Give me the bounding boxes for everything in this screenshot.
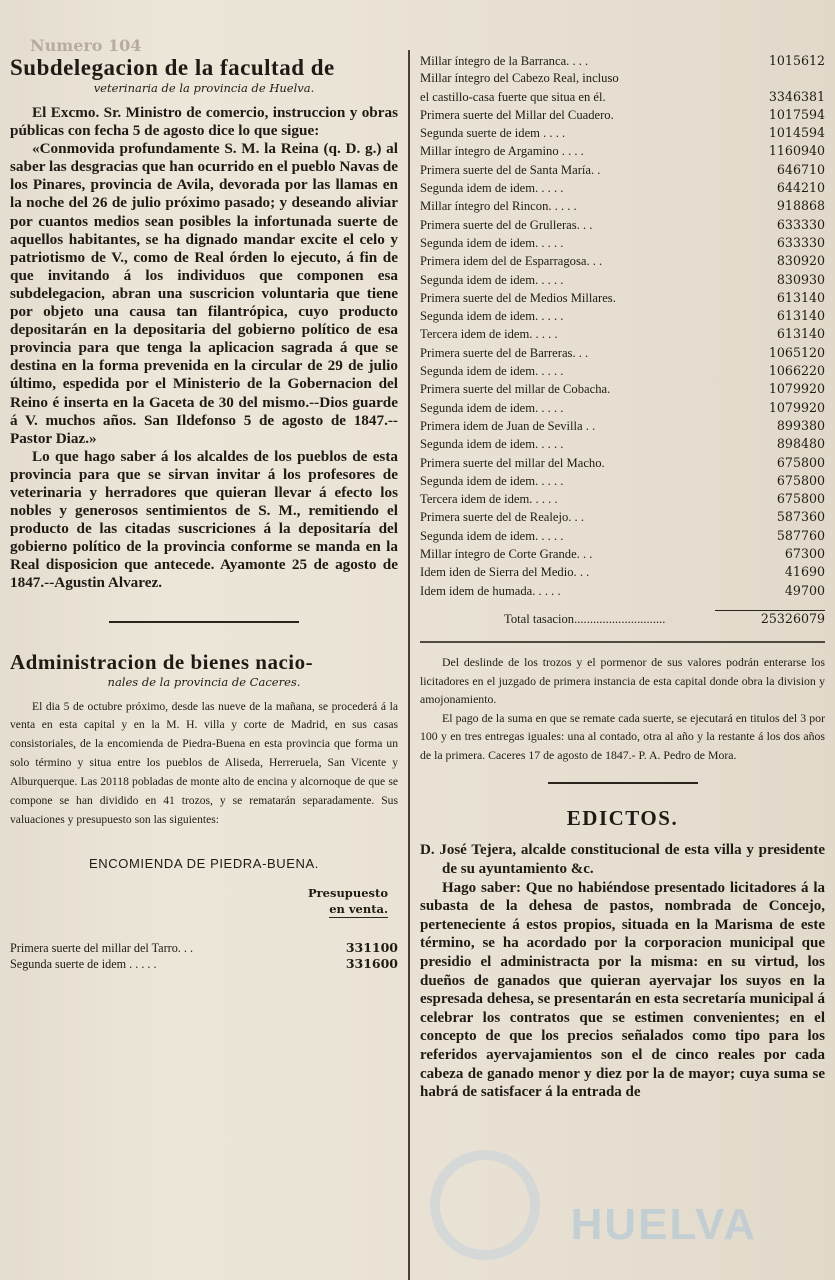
list-item (420, 490, 825, 508)
list-item (420, 52, 825, 70)
list-item (420, 161, 825, 179)
item-label: Millar íntegro del Rincon. . . . . (420, 199, 577, 214)
item-value: 331100 (345, 939, 398, 955)
list-item (10, 940, 398, 957)
edictos-title: EDICTOS. (566, 806, 679, 831)
list-item (420, 344, 825, 362)
section-title-administracion: Administracion de bienes nacio- (10, 649, 314, 674)
list-item (10, 956, 398, 973)
item-value: 49700 (784, 582, 825, 598)
total-value: 25326079 (715, 610, 825, 626)
presupuesto-line1: Presupuesto (307, 885, 388, 900)
list-item (420, 582, 825, 600)
list-item (420, 179, 825, 197)
item-label: Primera suerte del de Grulleras. . . (420, 217, 593, 232)
divider-line (420, 641, 825, 643)
item-value: 1160940 (768, 143, 825, 159)
item-value: 41690 (784, 564, 825, 580)
item-label: Tercera idem de idem. . . . . (420, 492, 558, 507)
item-label: Segunda suerte de idem . . . . (420, 126, 566, 141)
item-label: Segunda idem de idem. . . . . (420, 309, 564, 324)
faint-header: Numero 104 (30, 36, 142, 55)
list-item (420, 289, 825, 307)
item-label: Primera suerte del de Santa María. . (420, 162, 601, 177)
item-label: Segunda idem de idem. . . . . (420, 181, 564, 196)
valuation-list (420, 52, 825, 600)
list-item (420, 70, 825, 87)
edicto-header: D. José Tejera, alcalde constitucional de esta villa y presidente de su ayuntamiento &c. (420, 842, 825, 878)
column-rule (408, 50, 410, 1280)
list-item (420, 142, 825, 160)
list-item (420, 508, 825, 526)
item-label: el castillo-casa fuerte que situa en él. (420, 89, 606, 104)
presupuesto-line2: en venta. (329, 901, 388, 916)
item-label: Primera idem del de Esparragosa. . . (420, 254, 603, 269)
list-item (420, 252, 825, 270)
section-divider (548, 782, 698, 784)
watermark-text: HUELVA (570, 1200, 757, 1249)
item-value: 675800 (776, 472, 825, 488)
item-value: 1066220 (768, 363, 825, 379)
list-item (420, 106, 825, 124)
total-row (420, 610, 825, 627)
item-label: Segunda idem de idem. . . . . (420, 235, 564, 250)
item-label: Segunda idem de idem. . . . . (420, 364, 564, 379)
item-label: Primera suerte del de Barreras. . . (420, 345, 589, 360)
left-column (10, 55, 398, 973)
item-value: 830930 (776, 271, 825, 287)
paragraph-venta: El dia 5 de octubre próximo, desde las nueve de la mañana, se procederá á la venta en esta capital y en la M. H. villa y corte de Madrid, en sus casas consistoriales, de la encomienda de Piedra-Buena en esta provincia que forma un solo término y situa entre los pueblos de Aliseda, Herreruela, San Vicente y Alburquerque. Las 20118 pobladas de monte alto de encina y alcornoque de que se compone se han dividido en 41 trozos, y se rematarán separadamente. Sus valuaciones y presupuesto son las siguientes: (10, 699, 398, 826)
item-value: 587360 (776, 509, 825, 525)
total-label: Total tasacion............................. (504, 611, 666, 626)
item-label: Primera suerte del Millar del Cuadero. (420, 107, 614, 122)
list-item (420, 197, 825, 215)
right-column (420, 52, 825, 1102)
item-label: Primera suerte del millar del Tarro. . . (10, 940, 194, 955)
item-value: 1014594 (768, 125, 825, 141)
list-item (420, 88, 825, 106)
paragraph-pago: El pago de la suma en que se remate cada suerte, se ejecutará en titulos del 3 por 100 y en tres entregas iguales: una al contado, otra al año y la restante á los dos años de la primera. Caceres 17 de agosto de 1847.- P. A. Pedro de Mora. (420, 710, 825, 762)
list-item (420, 362, 825, 380)
list-item (420, 216, 825, 234)
list-item (420, 271, 825, 289)
item-label: Primera suerte del de Medios Millares. (420, 290, 616, 305)
watermark-shield-icon (430, 1150, 540, 1260)
item-label: Segunda idem de idem. . . . . (420, 437, 564, 452)
item-value: 633330 (776, 234, 825, 250)
section-title-subdelegacion: Subdelegacion de la facultad de (10, 55, 335, 80)
list-item (420, 399, 825, 417)
list-item (420, 527, 825, 545)
section-subtitle-veterinaria: veterinaria de la provincia de Huelva. (93, 81, 315, 95)
list-item (420, 563, 825, 581)
item-value: 646710 (776, 161, 825, 177)
item-value: 633330 (776, 216, 825, 232)
item-label: Primera suerte del de Realejo. . . (420, 510, 585, 525)
item-label: Tercera idem de idem. . . . . (420, 327, 558, 342)
item-value: 613140 (776, 289, 825, 305)
item-label: Segunda idem de idem. . . . . (420, 272, 564, 287)
paragraph-lo-que-hago: Lo que hago saber á los alcaldes de los pueblos de esta provincia para que se sirvan invitar á los profesores de veterinaria y herradores que quieran llevar á efecto los nobles y generosos sentimientos de S. M., remitiendo el producto de las citadas suscriciones á la depositaría del gobierno político de la provincia conforme se manda en la Real disposicion que antecede. Ayamonte 25 de agosto de 1847.--Agustin Alvarez. (10, 447, 398, 592)
section-divider (109, 621, 299, 623)
item-label: Millar íntegro de la Barranca. . . . (420, 54, 589, 68)
paragraph-conmovida: «Conmovida profundamente S. M. la Reina (q. D. g.) al saber las desgracias que han ocurrido en el pueblo Navas de los Pinares, provincia de Avila, devorada por las llamas en la noche del 26 de julio próximo pasado; y deseando aliviar por cuantos medios sean posibles la infortunada suerte de aquellos habitantes, se ha dignado mandar excite el celo y patriotismo de V., como de Real órden lo ejecuto, á fin de que invitando á los individuos que componen esa subdelegacion, abran una suscricion voluntaria que tiene por objeto una causa tan filantrópica, cuyo producto depositarán en la depositaria del gobierno político de esa provincia para que tenga la aplicacion sagrada á que se destina en la forma prevenida en la circular de 29 de julio último, espedida por el Ministerio de la Gobernacion del Reino é inserta en la Gaceta de 30 del mismo.--Dios guarde á V. muchos años. San Ildefonso 5 de agosto de 1847.--Pastor Diaz.» (10, 140, 398, 447)
item-label: Segunda idem de idem. . . . . (420, 400, 564, 415)
item-value: 1079920 (768, 399, 825, 415)
item-label: Segunda idem de idem. . . . . (420, 473, 564, 488)
list-item (420, 325, 825, 343)
item-value: 67300 (784, 546, 825, 562)
item-label: Segunda suerte de idem . . . . . (10, 957, 157, 972)
item-label: Segunda idem de idem. . . . . (420, 528, 564, 543)
item-value: 899380 (776, 417, 825, 433)
section-subtitle-caceres: nales de la provincia de Caceres. (107, 674, 301, 689)
item-label: Primera idem de Juan de Sevilla . . (420, 418, 596, 433)
item-label: Millar íntegro de Argamino . . . . (420, 144, 584, 159)
item-value: 613140 (776, 308, 825, 324)
list-item (420, 307, 825, 325)
heading-encomienda: ENCOMIENDA DE PIEDRA-BUENA. (88, 855, 319, 871)
edicto-body: Hago saber: Que no habiéndose presentado licitadores á la subasta de la dehesa de pastos, nombrada de Concejo, perteneciente á estos propios, situada en la Marisma de este término, se ha acordado por la corporacion municipal que presidio el administracta por la misma: en su virtud, los dueños de ganados que quieran ayervajar los suyos en la espresada dehesa, se presentarán en esta secretaría municipal á celebrar los contratos que se estimen convenientes; en el concepto de que los precios señalados como tipo para los referidos ayervajamientos son el de cinco reales por cada cabeza de ganado menor y diez por la de mayor; cuya suma se habrá de satisfacer á la entrada de (420, 879, 825, 1101)
item-value: 918868 (776, 198, 825, 214)
item-value: 613140 (776, 326, 825, 342)
item-value: 675800 (776, 491, 825, 507)
list-item (420, 380, 825, 398)
item-value: 830920 (776, 253, 825, 269)
list-item (420, 234, 825, 252)
item-label: Idem iden de Sierra del Medio. . . (420, 565, 590, 580)
list-item (420, 545, 825, 563)
list-item (420, 435, 825, 453)
item-value: 1079920 (768, 381, 825, 397)
item-value: 898480 (776, 436, 825, 452)
item-value: 1065120 (768, 344, 825, 360)
item-value: 644210 (776, 180, 825, 196)
paragraph-deslinde: Del deslinde de los trozos y el pormenor de sus valores podrán enterarse los licitadores en el juzgado de primera instancia de esta capital donde obra la division y amojonamiento. (420, 654, 825, 707)
item-value: 1017594 (768, 106, 825, 122)
item-value: 587760 (776, 527, 825, 543)
paragraph-ministro: El Excmo. Sr. Ministro de comercio, instruccion y obras públicas con fecha 5 de agosto dice lo que sigue: (10, 104, 398, 140)
item-value: 675800 (776, 454, 825, 470)
list-item (420, 454, 825, 472)
list-item (420, 417, 825, 435)
presupuesto-header (10, 885, 398, 918)
item-value: 1015612 (768, 53, 825, 68)
item-label: Idem idem de humada. . . . . (420, 583, 561, 598)
item-label: Millar íntegro del Cabezo Real, incluso (420, 71, 619, 86)
item-label: Primera suerte del millar del Macho. (420, 455, 605, 470)
item-value: 331600 (345, 956, 398, 972)
item-label: Primera suerte del millar de Cobacha. (420, 382, 611, 397)
item-label: Millar íntegro de Corte Grande. . . (420, 547, 593, 562)
list-item (420, 472, 825, 490)
item-value: 3346381 (768, 88, 825, 104)
list-item (420, 124, 825, 142)
